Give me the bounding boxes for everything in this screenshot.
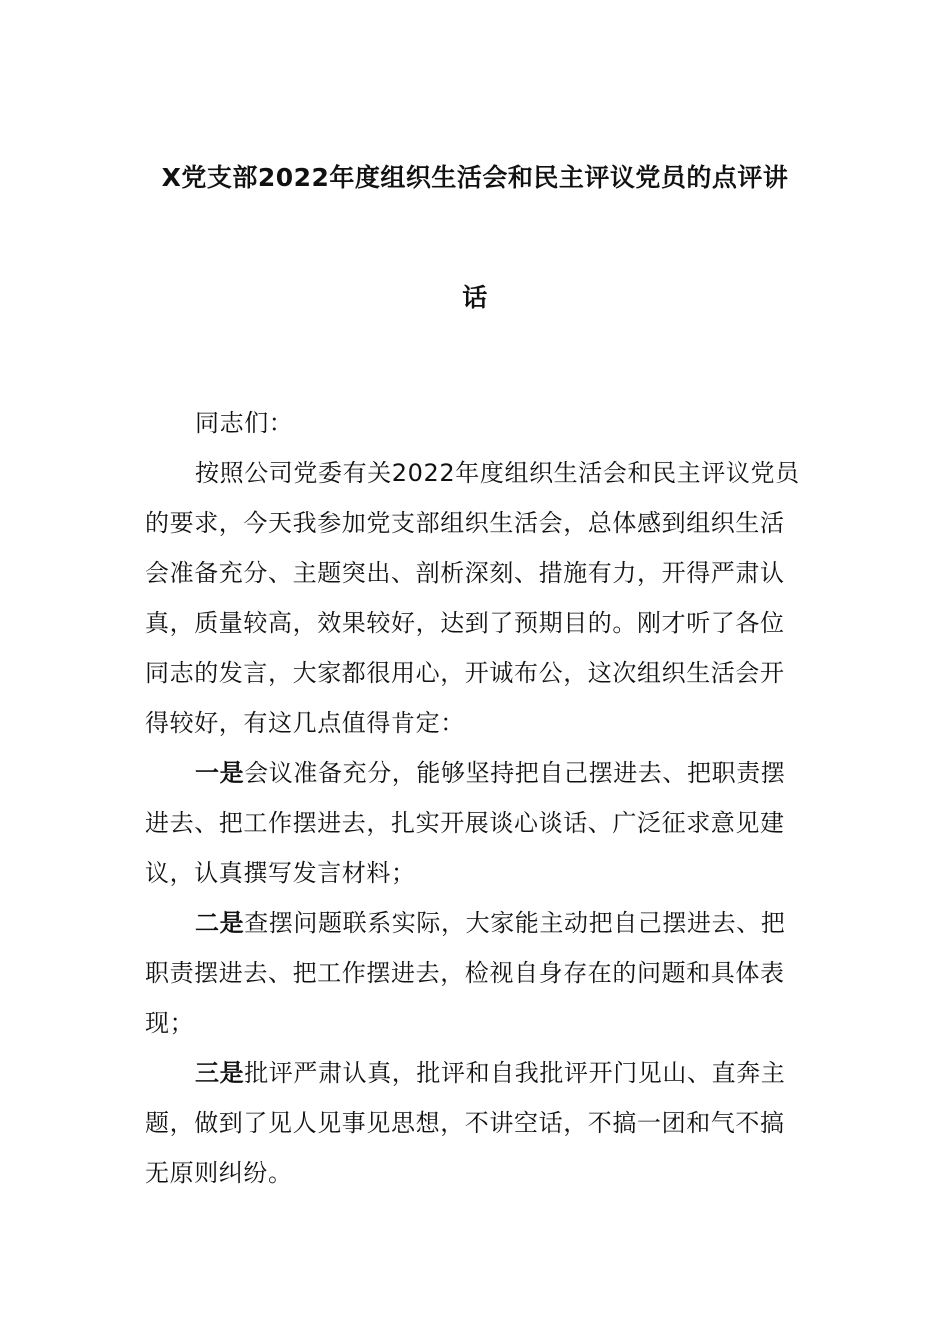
point-label-2: 二是: [195, 909, 245, 937]
point-text-1: 会议准备充分，能够坚持把自己摆进去、把职责摆进去、把工作摆进去，扎实开展谈心谈话、广泛征求意见建议，认真撰写发言材料；: [145, 759, 786, 887]
point-paragraph-2: [145, 898, 805, 1048]
point-text-2: 查摆问题联系实际，大家能主动把自己摆进去、把职责摆进去、把工作摆进去，检视自身存在的问题和具体表现；: [145, 909, 786, 1037]
point-label-3: 三是: [195, 1059, 245, 1087]
point-paragraph-1: [145, 748, 805, 898]
point-text-3: 批评严肃认真，批评和自我批评开门见山、直奔主题，做到了见人见事见思想，不讲空话，不搞一团和气不搞无原则纠纷。: [145, 1059, 786, 1187]
document-title-line-1: X党支部2022年度组织生活会和民主评议党员的点评讲: [161, 163, 789, 192]
document-title-line-2: 话: [462, 283, 488, 312]
point-paragraph-3: [145, 1048, 805, 1198]
document-body: [145, 398, 805, 1198]
point-label-1: 一是: [195, 759, 245, 787]
intro-paragraph: 按照公司党委有关2022年度组织生活会和民主评议党员的要求，今天我参加党支部组织生活会，总体感到组织生活会准备充分、主题突出、剖析深刻、措施有力，开得严肃认真，质量较高，效果较好，达到了预期目的。刚才听了各位同志的发言，大家都很用心，开诚布公，这次组织生活会开得较好，有这几点值得肯定：: [145, 459, 800, 737]
salutation: 同志们：: [195, 409, 294, 437]
